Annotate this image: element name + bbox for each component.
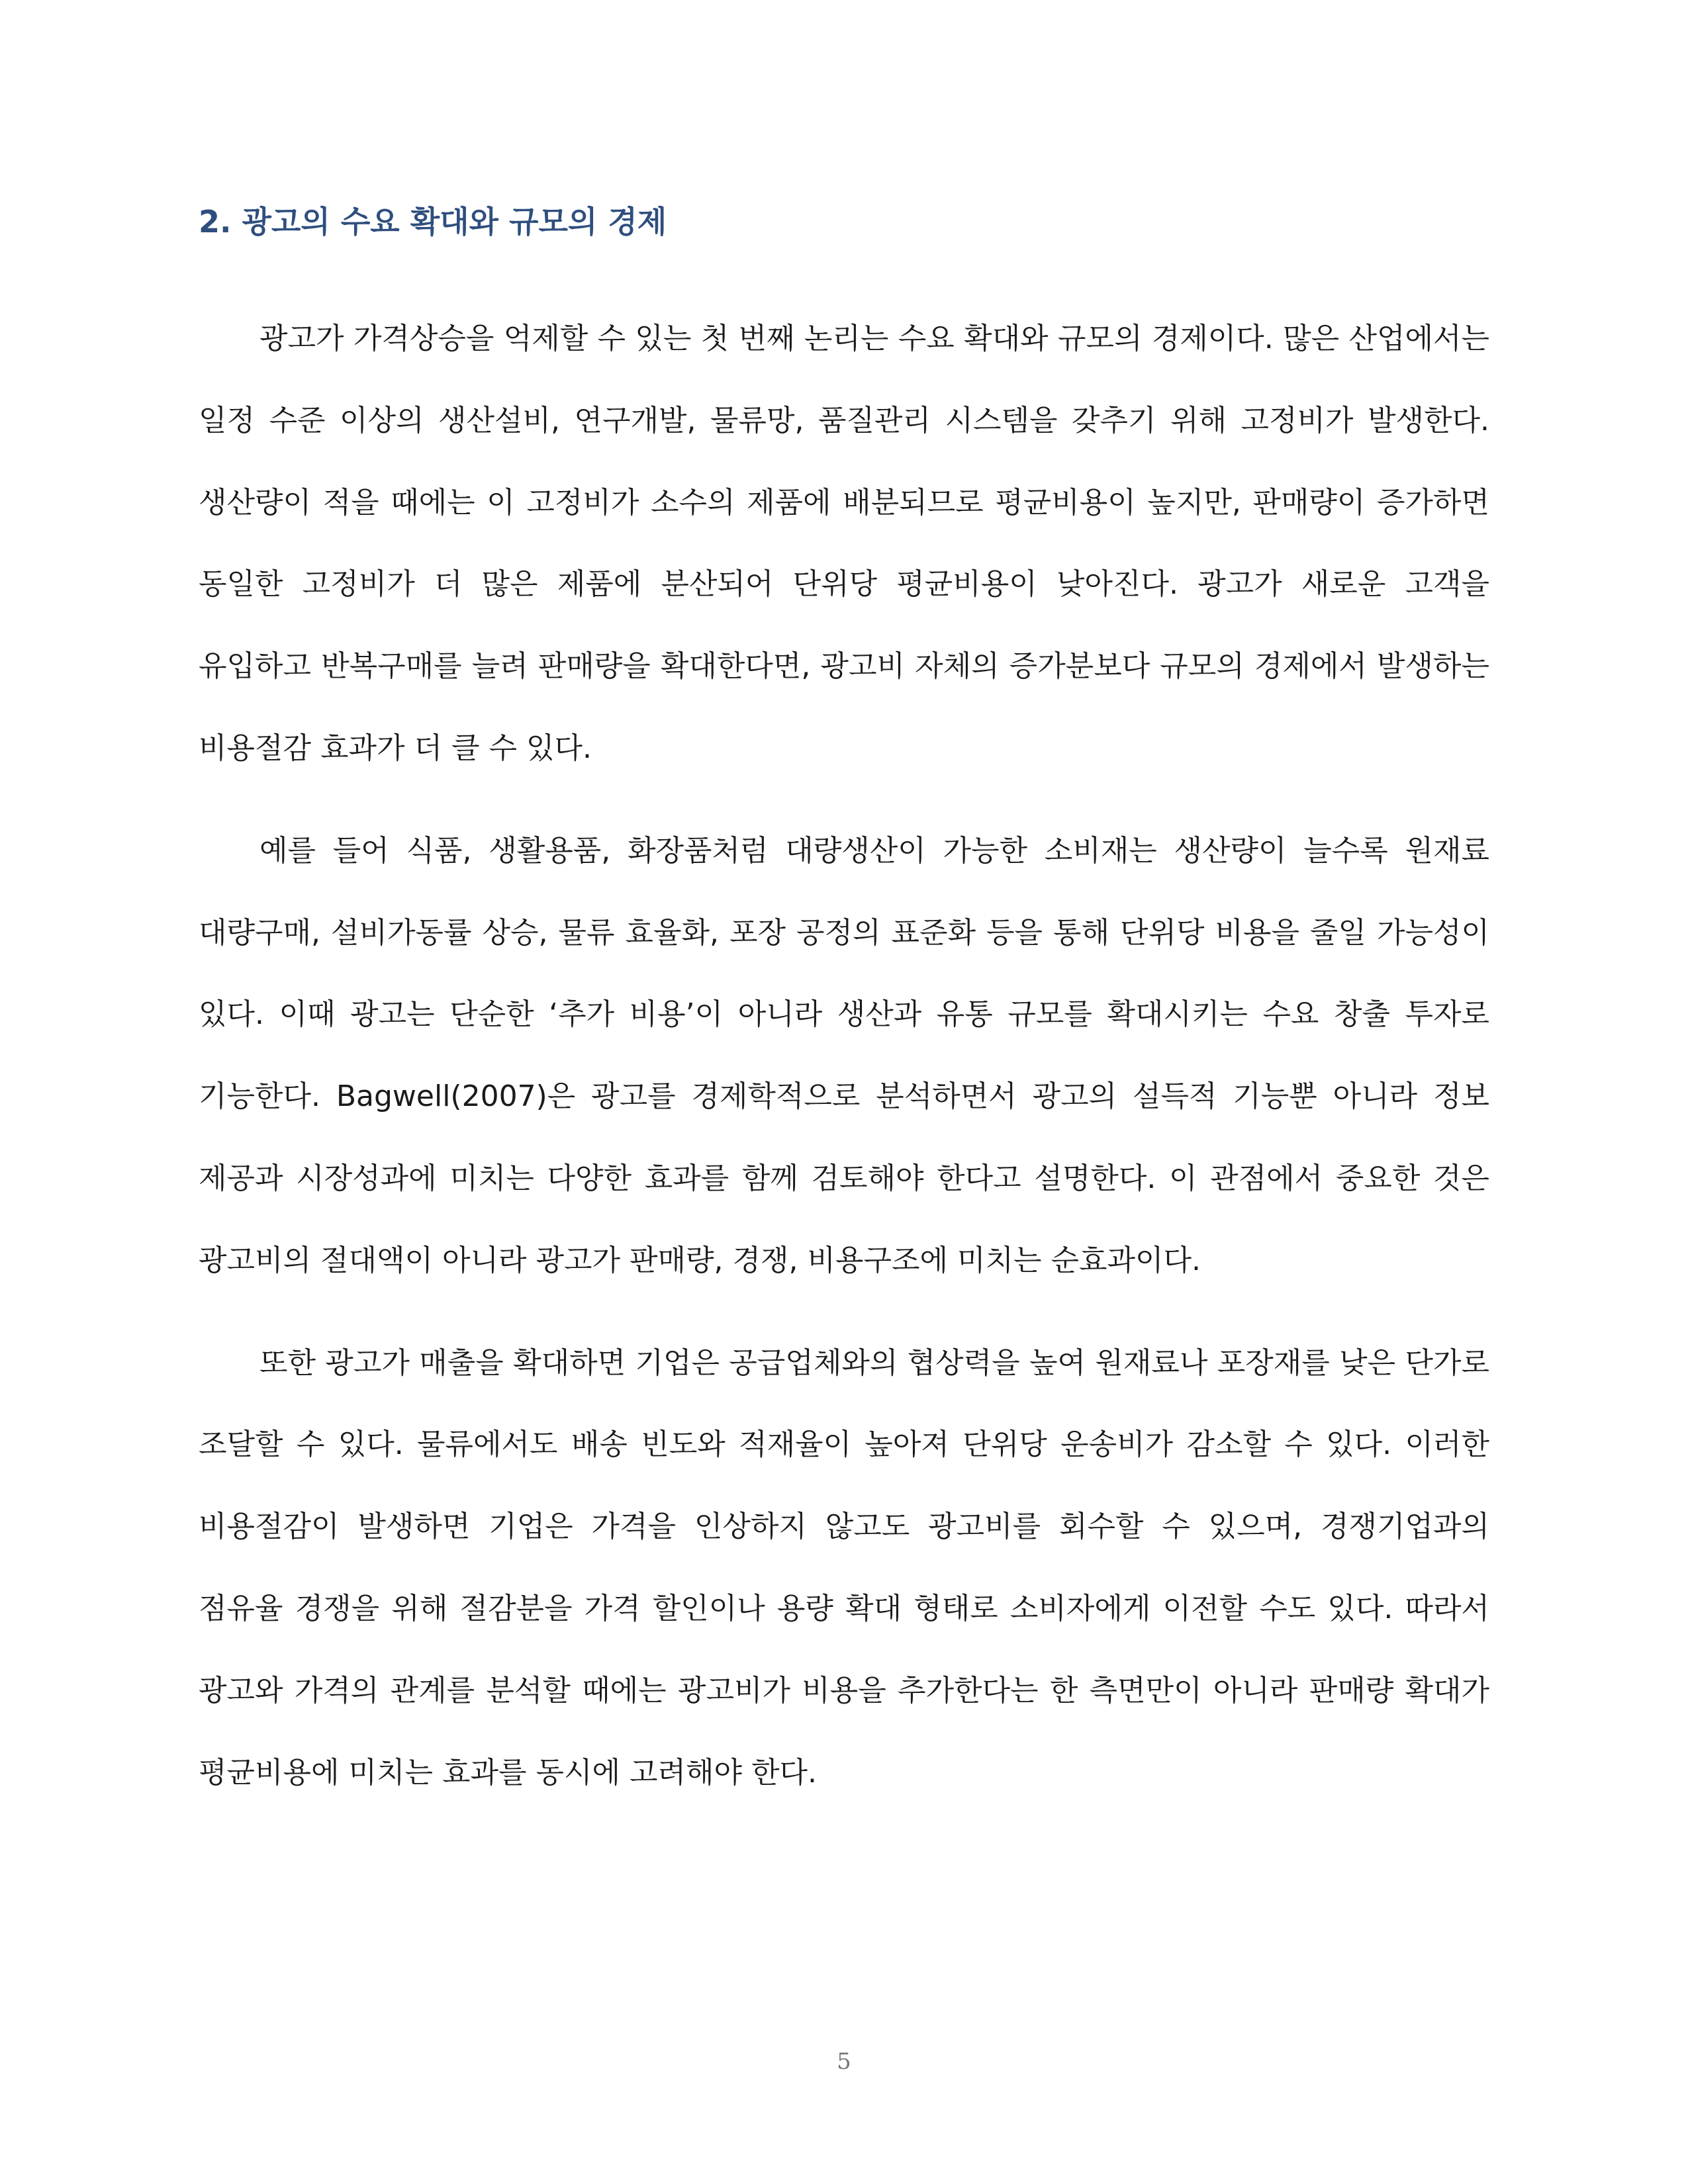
- paragraph-2: 예를 들어 식품, 생활용품, 화장품처럼 대량생산이 가능한 소비재는 생산량이 늘수록 원재료 대량구매, 설비가동률 상승, 물류 효율화, 포장 공정의 표준화 등을 통해 단위당 비용을 줄일 가능성이 있다. 이때 광고는 단순한 ‘추가 비용’이 아니라 생산과 유통 규모를 확대시키는 수요 창출 투자로 기능한다. Bagwell(2007)은 광고를 경제학적으로 분석하면서 광고의 설득적 기능뿐 아니라 정보 제공과 시장성과에 미치는 다양한 효과를 함께 검토해야 한다고 설명한다. 이 관점에서 중요한 것은 광고비의 절대액이 아니라 광고가 판매량, 경쟁, 비용구조에 미치는 순효과이다.: [199, 833, 1489, 1277]
- body-text: [199, 298, 1489, 1834]
- page-number: 5: [837, 2048, 851, 2075]
- section-heading: 2. 광고의 수요 확대와 규모의 경제: [199, 204, 667, 240]
- paragraph-1: 광고가 가격상승을 억제할 수 있는 첫 번째 논리는 수요 확대와 규모의 경제이다. 많은 산업에서는 일정 수준 이상의 생산설비, 연구개발, 물류망, 품질관리 시스템을 갖추기 위해 고정비가 발생한다. 생산량이 적을 때에는 이 고정비가 소수의 제품에 배분되므로 평균비용이 높지만, 판매량이 증가하면 동일한 고정비가 더 많은 제품에 분산되어 단위당 평균비용이 낮아진다. 광고가 새로운 고객을 유입하고 반복구매를 늘려 판매량을 확대한다면, 광고비 자체의 증가분보다 규모의 경제에서 발생하는 비용절감 효과가 더 클 수 있다.: [199, 322, 1489, 765]
- paragraph-3: 또한 광고가 매출을 확대하면 기업은 공급업체와의 협상력을 높여 원재료나 포장재를 낮은 단가로 조달할 수 있다. 물류에서도 배송 빈도와 적재율이 높아져 단위당 운송비가 감소할 수 있다. 이러한 비용절감이 발생하면 기업은 가격을 인상하지 않고도 광고비를 회수할 수 있으며, 경쟁기업과의 점유율 경쟁을 위해 절감분을 가격 할인이나 용량 확대 형태로 소비자에게 이전할 수도 있다. 따라서 광고와 가격의 관계를 분석할 때에는 광고비가 비용을 추가한다는 한 측면만이 아니라 판매량 확대가 평균비용에 미치는 효과를 동시에 고려해야 한다.: [199, 1345, 1489, 1790]
